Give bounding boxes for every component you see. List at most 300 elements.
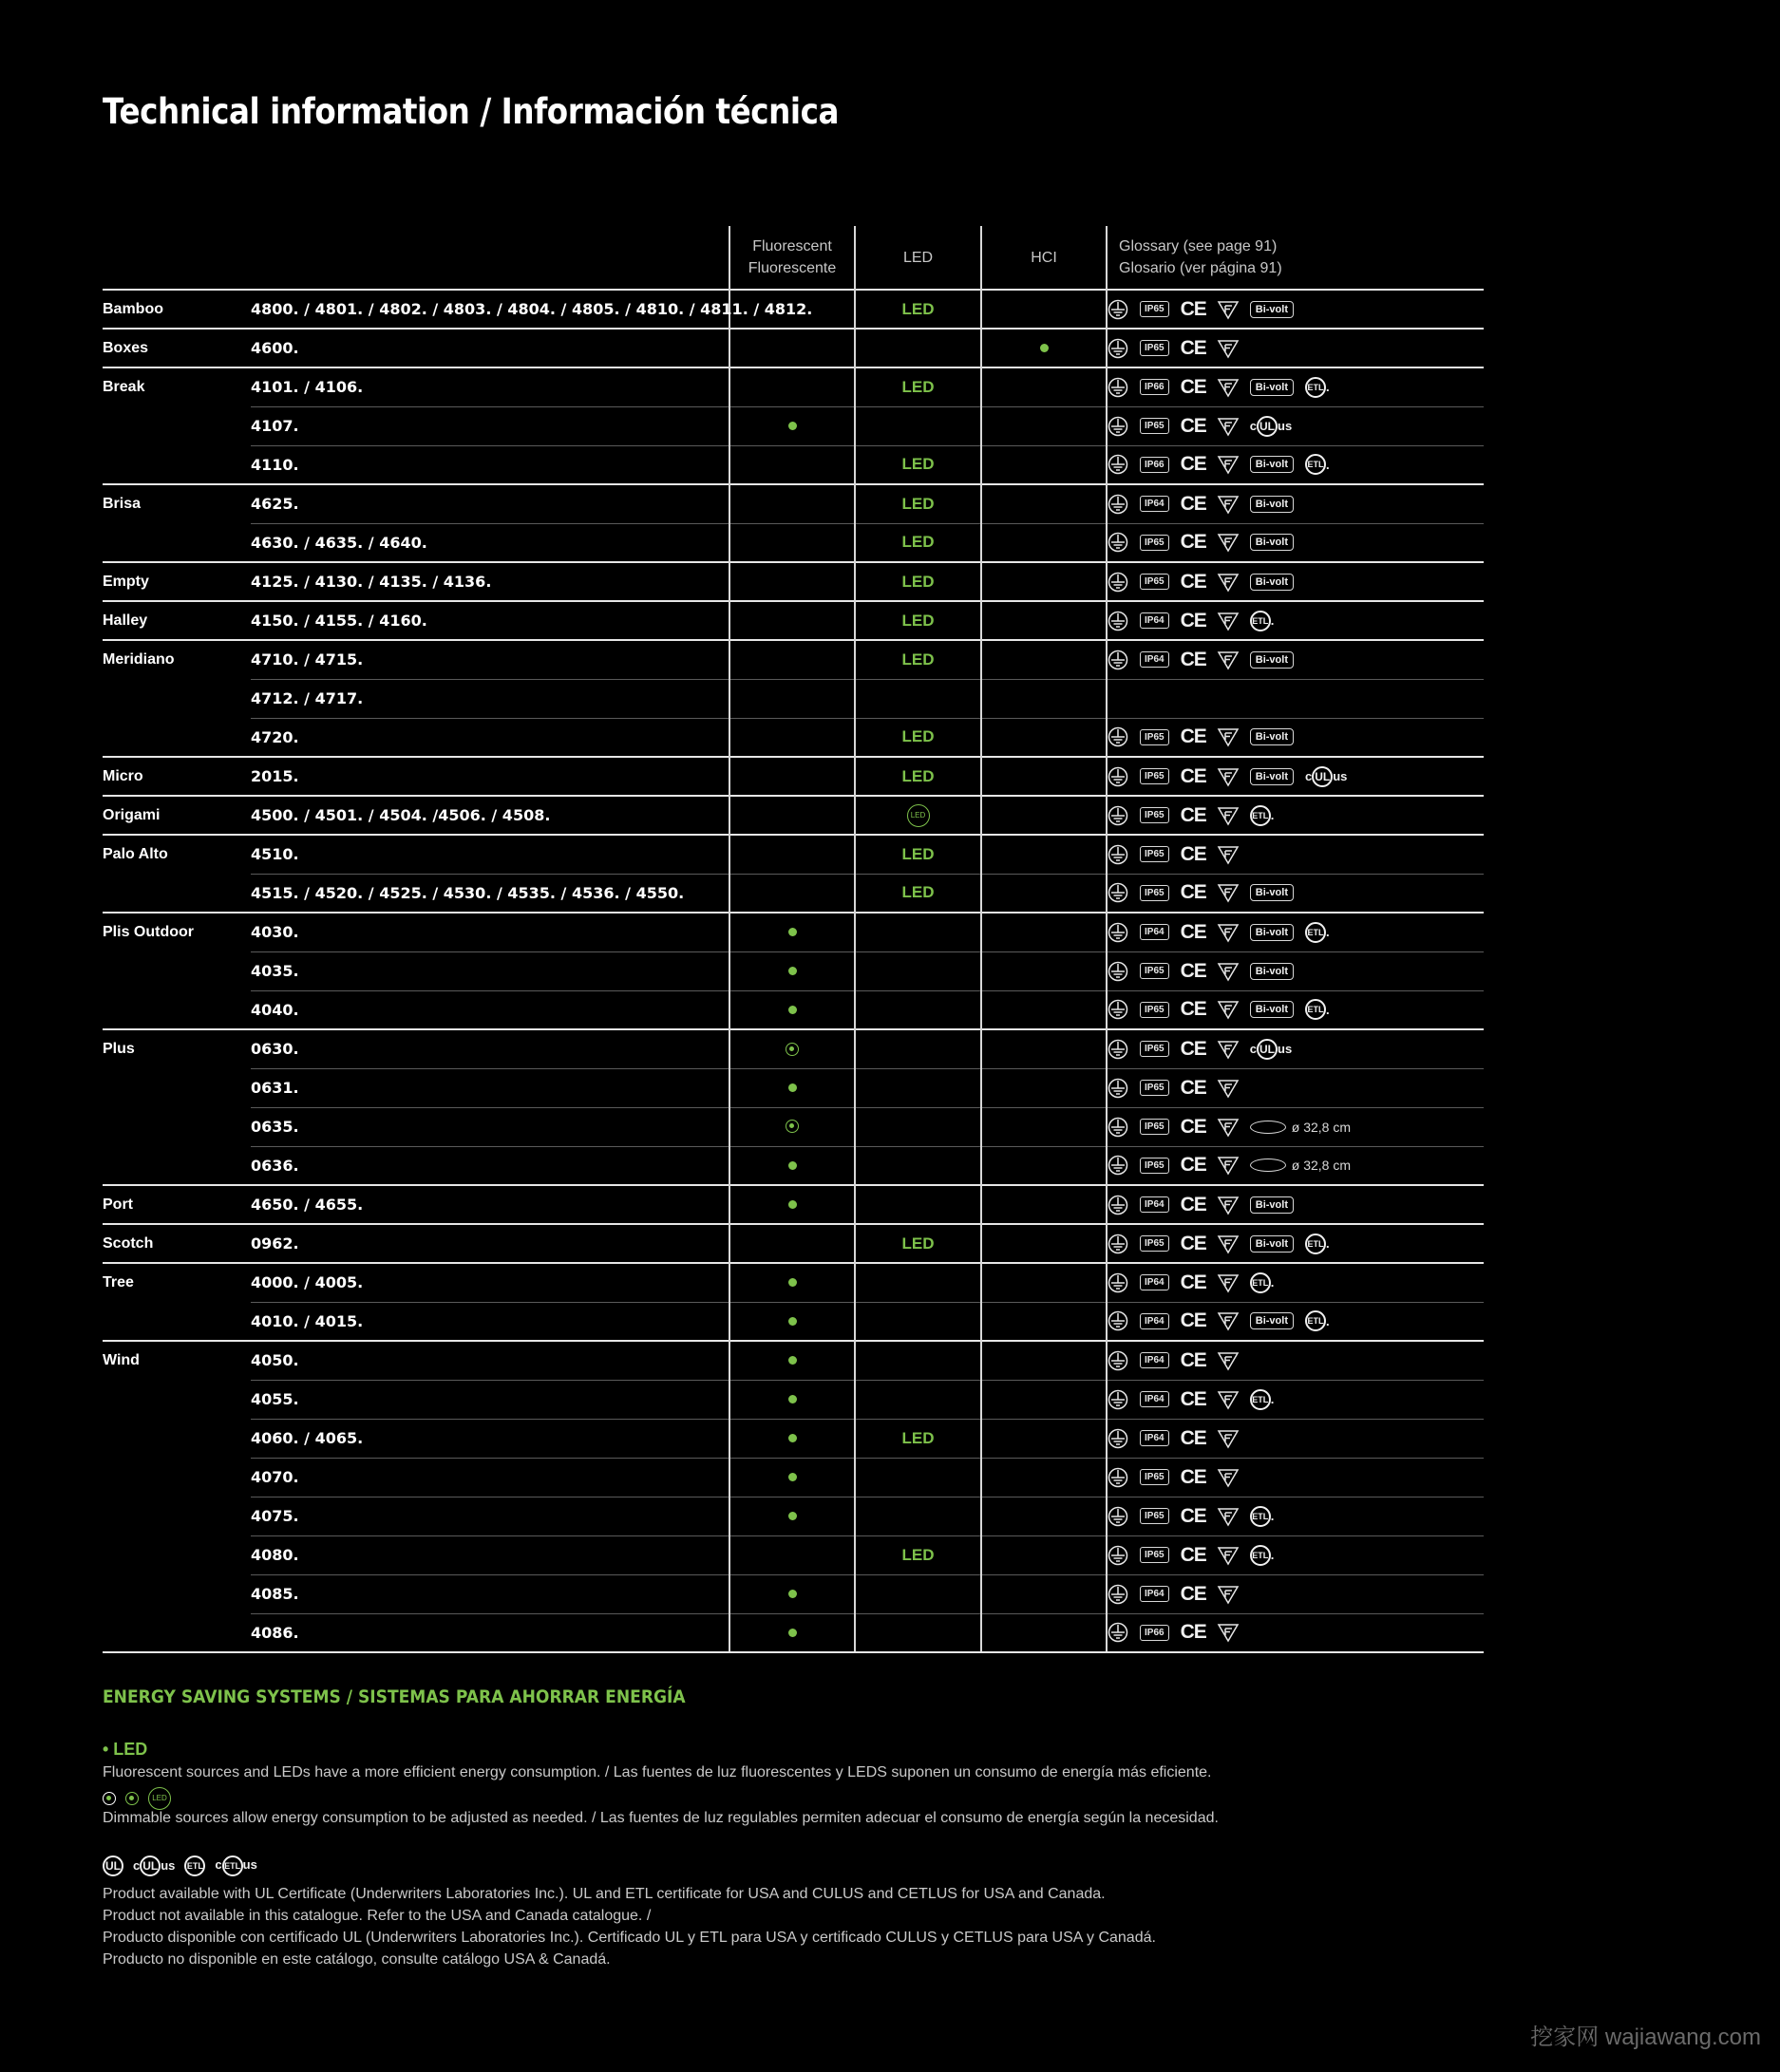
earth-ground-icon — [1108, 1622, 1128, 1643]
earth-ground-icon — [1108, 1117, 1128, 1138]
hci-cell — [981, 1419, 1107, 1458]
culus-icon: c UL us — [1305, 766, 1347, 787]
product-codes: 4000. / 4005. — [251, 1263, 729, 1302]
table-row — [103, 835, 1484, 874]
led-marker: LED — [901, 844, 935, 863]
table-row — [103, 562, 1484, 601]
earth-ground-icon — [1108, 494, 1128, 515]
ce-mark-icon: CE — [1180, 920, 1206, 943]
ip-rating-icon: IP64 — [1140, 924, 1169, 940]
source-dot-icon — [788, 1356, 797, 1365]
ip-rating-icon: IP64 — [1140, 1391, 1169, 1407]
earth-ground-icon — [1108, 882, 1128, 903]
source-dot-icon — [788, 1006, 797, 1014]
fluorescent-cell — [729, 1185, 855, 1224]
product-codes: 4060. / 4065. — [251, 1419, 729, 1458]
f-mark-icon — [1218, 1507, 1239, 1526]
family-name: Bamboo — [103, 290, 251, 329]
f-mark-icon — [1218, 1546, 1239, 1565]
dimmable-led-icon: LED — [148, 1787, 171, 1810]
fluorescent-cell — [729, 1380, 855, 1419]
hci-cell — [981, 1224, 1107, 1263]
led-cell — [855, 835, 981, 874]
table-row — [103, 990, 1484, 1029]
fluorescent-cell — [729, 951, 855, 990]
glossary-icons — [1107, 1224, 1484, 1263]
f-mark-icon — [1218, 378, 1239, 397]
table-row — [103, 1380, 1484, 1419]
table-row — [103, 1146, 1484, 1185]
table-row — [103, 1068, 1484, 1107]
earth-ground-icon — [1108, 416, 1128, 437]
source-dot-icon — [788, 1512, 797, 1520]
source-dot-icon — [788, 1083, 797, 1092]
family-name — [103, 1574, 251, 1613]
hci-cell — [981, 951, 1107, 990]
glossary-icons — [1107, 484, 1484, 523]
etl-icon: ETL . — [1250, 1389, 1275, 1410]
glossary-icons — [1107, 1263, 1484, 1302]
hci-cell — [981, 990, 1107, 1029]
glossary-icons — [1107, 835, 1484, 874]
etl-icon: ETL . — [1305, 922, 1330, 943]
table-row — [103, 367, 1484, 406]
f-mark-icon — [1218, 1468, 1239, 1487]
hci-cell — [981, 679, 1107, 718]
culus-icon: c UL us — [133, 1855, 175, 1876]
led-cell — [855, 1185, 981, 1224]
led-cell — [855, 874, 981, 913]
ip-rating-icon: IP65 — [1140, 1469, 1169, 1485]
ce-mark-icon: CE — [1180, 764, 1206, 787]
glossary-icons — [1107, 445, 1484, 484]
hci-cell — [981, 1497, 1107, 1535]
earth-ground-icon — [1108, 338, 1128, 359]
dimmable-icons — [103, 1787, 171, 1810]
hci-cell — [981, 757, 1107, 796]
hci-cell — [981, 1535, 1107, 1574]
fluorescent-cell — [729, 523, 855, 562]
f-mark-icon — [1218, 767, 1239, 786]
ip-rating-icon: IP65 — [1140, 963, 1169, 979]
dimmable-white-icon — [103, 1792, 116, 1805]
product-codes: 0631. — [251, 1068, 729, 1107]
product-codes: 4107. — [251, 406, 729, 445]
earth-ground-icon — [1108, 766, 1128, 787]
glossary-icons — [1107, 874, 1484, 913]
led-cell — [855, 718, 981, 757]
product-codes: 4625. — [251, 484, 729, 523]
f-mark-icon — [1218, 573, 1239, 592]
ip-rating-icon: IP65 — [1140, 340, 1169, 356]
led-cell — [855, 1302, 981, 1341]
ce-mark-icon: CE — [1180, 414, 1206, 437]
glossary-icons — [1107, 1458, 1484, 1497]
fluorescent-cell — [729, 1263, 855, 1302]
fluorescent-cell — [729, 445, 855, 484]
glossary-icons — [1107, 951, 1484, 990]
led-marker: LED — [901, 1234, 935, 1253]
ce-mark-icon: CE — [1180, 1232, 1206, 1254]
ce-mark-icon: CE — [1180, 336, 1206, 359]
glossary-icons — [1107, 640, 1484, 679]
ce-mark-icon: CE — [1180, 725, 1206, 748]
led-cell — [855, 1419, 981, 1458]
fluorescent-cell — [729, 835, 855, 874]
glossary-icons — [1107, 796, 1484, 835]
led-cell — [855, 1263, 981, 1302]
fluorescent-cell — [729, 1497, 855, 1535]
led-marker: LED — [901, 455, 935, 474]
table-row — [103, 1302, 1484, 1341]
product-codes: 4110. — [251, 445, 729, 484]
f-mark-icon — [1218, 1390, 1239, 1409]
ip-rating-icon: IP64 — [1140, 1313, 1169, 1329]
hci-cell — [981, 329, 1107, 367]
f-mark-icon — [1218, 845, 1239, 864]
led-cell — [855, 1224, 981, 1263]
led-cell — [855, 1380, 981, 1419]
ce-mark-icon: CE — [1180, 609, 1206, 631]
etl-icon: ETL . — [1250, 1506, 1275, 1527]
ip-rating-icon: IP65 — [1140, 807, 1169, 823]
earth-ground-icon — [1108, 454, 1128, 475]
ip-rating-icon: IP65 — [1140, 1119, 1169, 1135]
table-row — [103, 679, 1484, 718]
glossary-icons — [1107, 913, 1484, 951]
ce-mark-icon: CE — [1180, 492, 1206, 515]
table-row — [103, 329, 1484, 367]
f-mark-icon — [1218, 339, 1239, 358]
earth-ground-icon — [1108, 1389, 1128, 1410]
led-cell — [855, 757, 981, 796]
ip-rating-icon: IP65 — [1140, 1041, 1169, 1057]
earth-ground-icon — [1108, 611, 1128, 631]
fluorescent-cell — [729, 679, 855, 718]
fluorescent-cell — [729, 329, 855, 367]
glossary-icons — [1107, 1302, 1484, 1341]
product-codes: 4515. / 4520. / 4525. / 4530. / 4535. / 4536. / 4550. — [251, 874, 729, 913]
table-row — [103, 290, 1484, 329]
f-mark-icon — [1218, 1311, 1239, 1330]
f-mark-icon — [1218, 533, 1239, 552]
product-codes: 4510. — [251, 835, 729, 874]
hci-cell — [981, 367, 1107, 406]
earth-ground-icon — [1108, 1428, 1128, 1449]
glossary-icons — [1107, 1107, 1484, 1146]
bivolt-icon: Bi-volt — [1250, 534, 1294, 551]
source-dot-icon — [788, 1161, 797, 1170]
led-marker: LED — [901, 766, 935, 785]
glossary-icons — [1107, 1146, 1484, 1185]
product-codes: 2015. — [251, 757, 729, 796]
ip-rating-icon: IP65 — [1140, 1158, 1169, 1174]
hci-cell — [981, 796, 1107, 835]
etl-icon: ETL . — [1305, 377, 1330, 398]
source-dot-icon — [788, 1434, 797, 1442]
cert-text-3: Producto disponible con certificado UL (Underwriters Laboratories Inc.). Certificado UL y ETL para USA y certificado CULUS y CETLUS para USA y Canadá. — [103, 1930, 1156, 1946]
header-row — [103, 226, 1484, 290]
led-cell — [855, 951, 981, 990]
fluorescent-cell — [729, 1458, 855, 1497]
product-codes: 4010. / 4015. — [251, 1302, 729, 1341]
ce-mark-icon: CE — [1180, 1037, 1206, 1060]
f-mark-icon — [1218, 650, 1239, 669]
bivolt-icon: Bi-volt — [1250, 768, 1294, 785]
fluorescent-cell — [729, 1107, 855, 1146]
source-dot-icon — [788, 422, 797, 430]
family-name: Break — [103, 367, 251, 406]
hci-cell — [981, 1107, 1107, 1146]
hci-cell — [981, 290, 1107, 329]
ce-mark-icon: CE — [1180, 1193, 1206, 1215]
earth-ground-icon — [1108, 1545, 1128, 1566]
led-cell — [855, 1029, 981, 1068]
family-name: Micro — [103, 757, 251, 796]
ip-rating-icon: IP65 — [1140, 418, 1169, 434]
glossary-icons — [1107, 757, 1484, 796]
fluorescent-cell — [729, 1302, 855, 1341]
product-codes: 0962. — [251, 1224, 729, 1263]
glossary-icons — [1107, 1185, 1484, 1224]
glossary-icons — [1107, 523, 1484, 562]
ce-mark-icon: CE — [1180, 881, 1206, 904]
ce-mark-icon: CE — [1180, 1115, 1206, 1138]
earth-ground-icon — [1108, 532, 1128, 553]
product-codes: 4125. / 4130. / 4135. / 4136. — [251, 562, 729, 601]
ce-mark-icon: CE — [1180, 1271, 1206, 1293]
ce-mark-icon: CE — [1180, 1348, 1206, 1371]
glossary-icons — [1107, 1029, 1484, 1068]
f-mark-icon — [1218, 1000, 1239, 1019]
source-dot-icon — [788, 1629, 797, 1637]
f-mark-icon — [1218, 1429, 1239, 1448]
source-dot-icon — [788, 1200, 797, 1209]
energy-section-title: ENERGY SAVING SYSTEMS / SISTEMAS PARA AHORRAR ENERGÍA — [103, 1686, 686, 1707]
col-glossary: Glossary (see page 91) Glosario (ver página 91) — [1107, 226, 1484, 290]
diameter-icon: ø 32,8 cm — [1250, 1158, 1351, 1173]
table-row — [103, 1419, 1484, 1458]
hci-cell — [981, 1613, 1107, 1652]
product-codes: 0635. — [251, 1107, 729, 1146]
family-name — [103, 874, 251, 913]
glossary-icons — [1107, 679, 1484, 718]
led-marker: LED — [901, 650, 935, 669]
hci-cell — [981, 562, 1107, 601]
etl-icon: ETL . — [1305, 1234, 1330, 1254]
product-codes: 4080. — [251, 1535, 729, 1574]
family-name — [103, 1107, 251, 1146]
led-cell — [855, 445, 981, 484]
source-dot-icon — [788, 1317, 797, 1326]
ce-mark-icon: CE — [1180, 1426, 1206, 1449]
ip-rating-icon: IP65 — [1140, 1002, 1169, 1018]
etl-icon: ETL . — [1250, 805, 1275, 826]
led-cell — [855, 1574, 981, 1613]
family-name — [103, 951, 251, 990]
family-name — [103, 445, 251, 484]
family-name — [103, 718, 251, 757]
bivolt-icon: Bi-volt — [1250, 884, 1294, 901]
led-heading: • LED — [103, 1740, 148, 1759]
source-dot-icon — [788, 1590, 797, 1598]
earth-ground-icon — [1108, 1078, 1128, 1099]
family-name: Origami — [103, 796, 251, 835]
earth-ground-icon — [1108, 1584, 1128, 1605]
table-row — [103, 913, 1484, 951]
product-codes: 4055. — [251, 1380, 729, 1419]
family-name — [103, 990, 251, 1029]
earth-ground-icon — [1108, 572, 1128, 593]
ce-mark-icon: CE — [1180, 1621, 1206, 1644]
f-mark-icon — [1218, 962, 1239, 981]
product-codes: 0636. — [251, 1146, 729, 1185]
ip-rating-icon: IP65 — [1140, 574, 1169, 590]
fluorescent-cell — [729, 406, 855, 445]
source-dot-icon — [788, 1473, 797, 1481]
led-cell — [855, 562, 981, 601]
certificate-icons — [103, 1855, 257, 1876]
family-name — [103, 1068, 251, 1107]
fluorescent-cell — [729, 1535, 855, 1574]
ip-rating-icon: IP65 — [1140, 1235, 1169, 1252]
hci-cell — [981, 913, 1107, 951]
hci-cell — [981, 523, 1107, 562]
glossary-icons — [1107, 406, 1484, 445]
table-row — [103, 1613, 1484, 1652]
f-mark-icon — [1218, 455, 1239, 474]
col-hci: HCI — [981, 226, 1107, 290]
glossary-icons — [1107, 1574, 1484, 1613]
led-cell — [855, 1458, 981, 1497]
table-row — [103, 757, 1484, 796]
family-name: Halley — [103, 601, 251, 640]
table-row — [103, 1263, 1484, 1302]
glossary-icons — [1107, 367, 1484, 406]
family-name: Meridiano — [103, 640, 251, 679]
led-marker: LED — [901, 883, 935, 902]
table-row — [103, 640, 1484, 679]
ip-rating-icon: IP64 — [1140, 1430, 1169, 1446]
family-name — [103, 1535, 251, 1574]
earth-ground-icon — [1108, 805, 1128, 826]
glossary-icons — [1107, 990, 1484, 1029]
fluorescent-cell — [729, 990, 855, 1029]
product-codes: 4040. — [251, 990, 729, 1029]
table-row — [103, 523, 1484, 562]
ce-mark-icon: CE — [1180, 1076, 1206, 1099]
f-mark-icon — [1218, 1118, 1239, 1137]
fluorescent-cell — [729, 562, 855, 601]
product-codes: 4035. — [251, 951, 729, 990]
ce-mark-icon: CE — [1180, 453, 1206, 476]
family-name — [103, 1146, 251, 1185]
led-cell — [855, 329, 981, 367]
etl-icon: ETL . — [1305, 454, 1330, 475]
family-name: Brisa — [103, 484, 251, 523]
led-cell — [855, 1497, 981, 1535]
f-mark-icon — [1218, 1196, 1239, 1215]
etl-icon: ETL . — [1250, 611, 1275, 631]
f-mark-icon — [1218, 1585, 1239, 1604]
bivolt-icon: Bi-volt — [1250, 651, 1294, 669]
ce-mark-icon: CE — [1180, 1543, 1206, 1566]
f-mark-icon — [1218, 612, 1239, 631]
table-row — [103, 445, 1484, 484]
table-row — [103, 796, 1484, 835]
fluorescent-cell — [729, 1341, 855, 1380]
table-row — [103, 1458, 1484, 1497]
hci-cell — [981, 484, 1107, 523]
led-cell — [855, 1146, 981, 1185]
cert-text-2: Product not available in this catalogue. Refer to the USA and Canada catalogue. / — [103, 1908, 652, 1924]
family-name — [103, 679, 251, 718]
ip-rating-icon: IP65 — [1140, 1508, 1169, 1524]
bivolt-icon: Bi-volt — [1250, 1235, 1294, 1253]
ce-mark-icon: CE — [1180, 803, 1206, 826]
led-cell — [855, 796, 981, 835]
led-cell — [855, 523, 981, 562]
col-led: LED — [855, 226, 981, 290]
culus-icon: c UL us — [1250, 1039, 1292, 1060]
earth-ground-icon — [1108, 377, 1128, 398]
f-mark-icon — [1218, 300, 1239, 319]
etl-icon: ETL . — [1250, 1272, 1275, 1293]
ip-rating-icon: IP64 — [1140, 1586, 1169, 1602]
product-codes: 4085. — [251, 1574, 729, 1613]
spec-table — [103, 226, 1484, 1653]
f-mark-icon — [1218, 1234, 1239, 1253]
hci-cell — [981, 1341, 1107, 1380]
source-dot-icon — [788, 928, 797, 936]
earth-ground-icon — [1108, 999, 1128, 1020]
page-title: Technical information / Información técnica — [103, 91, 840, 132]
ce-mark-icon: CE — [1180, 531, 1206, 554]
ce-mark-icon: CE — [1180, 297, 1206, 320]
col-fluorescent: Fluorescent Fluorescente — [729, 226, 855, 290]
led-marker: LED — [901, 377, 935, 396]
etl-icon: ETL . — [1305, 1310, 1330, 1331]
ce-mark-icon: CE — [1180, 1465, 1206, 1488]
fluorescent-cell — [729, 1068, 855, 1107]
ce-mark-icon: CE — [1180, 1504, 1206, 1527]
bivolt-icon: Bi-volt — [1250, 496, 1294, 513]
led-marker: LED — [901, 572, 935, 591]
family-name — [103, 406, 251, 445]
fluorescent-cell — [729, 913, 855, 951]
earth-ground-icon — [1108, 726, 1128, 747]
table-row — [103, 601, 1484, 640]
f-mark-icon — [1218, 1623, 1239, 1642]
f-mark-icon — [1218, 883, 1239, 902]
led-cell — [855, 913, 981, 951]
product-codes: 4150. / 4155. / 4160. — [251, 601, 729, 640]
ce-mark-icon: CE — [1180, 1582, 1206, 1605]
ip-rating-icon: IP66 — [1140, 379, 1169, 395]
table-row — [103, 1029, 1484, 1068]
hci-cell — [981, 1380, 1107, 1419]
family-name: Wind — [103, 1341, 251, 1380]
hci-cell — [981, 1458, 1107, 1497]
ce-mark-icon: CE — [1180, 1154, 1206, 1177]
earth-ground-icon — [1108, 1310, 1128, 1331]
earth-ground-icon — [1108, 1350, 1128, 1371]
led-cell — [855, 1068, 981, 1107]
dimmable-icon — [786, 1120, 799, 1133]
earth-ground-icon — [1108, 1155, 1128, 1176]
f-mark-icon — [1218, 417, 1239, 436]
culus-icon: c UL us — [1250, 416, 1292, 437]
